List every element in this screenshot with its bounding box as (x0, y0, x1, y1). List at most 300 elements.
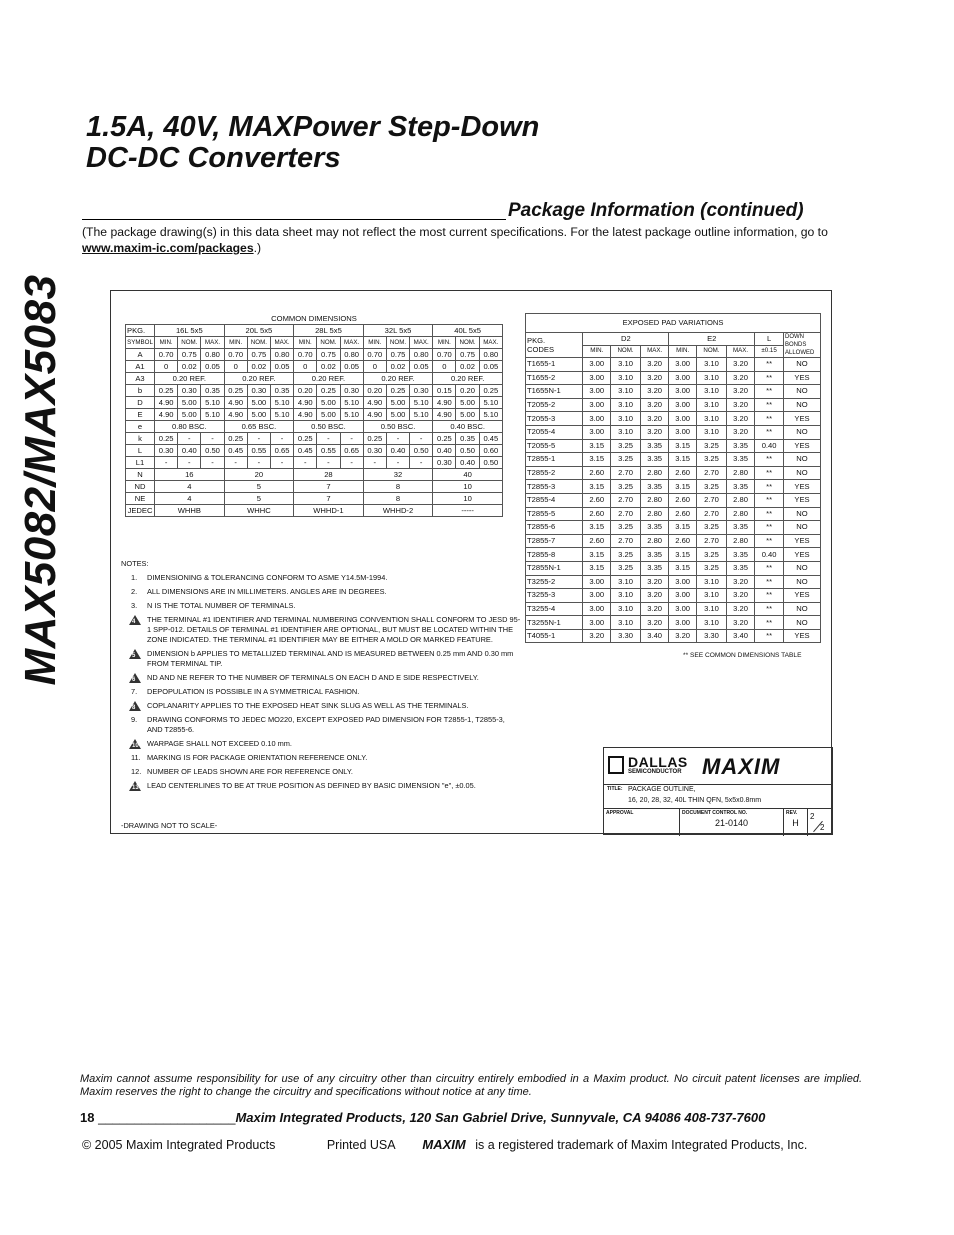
exposed-row (526, 616, 821, 630)
exposed-cell: 0.40 (755, 548, 784, 562)
exposed-cell: 3.35 (726, 548, 754, 562)
footer-line: ___________________ (98, 1110, 236, 1125)
exposed-cell: 3.00 (583, 398, 611, 412)
common-row (126, 361, 503, 373)
exposed-cell: 2.70 (611, 493, 641, 507)
maxim-trademark-logo: MAXIM (422, 1137, 466, 1152)
exposed-cell: ** (755, 521, 784, 535)
exposed-cell: ** (755, 534, 784, 548)
exposed-cell: 3.30 (611, 629, 641, 643)
note-number: 4 (132, 619, 136, 625)
common-cell: - (270, 457, 293, 469)
exposed-title: EXPOSED PAD VARIATIONS (526, 314, 821, 333)
exposed-cell: ** (755, 575, 784, 589)
common-cell: WHHD-1 (294, 505, 364, 517)
exposed-cell: 3.20 (726, 412, 754, 426)
common-cell: L1 (126, 457, 155, 469)
common-cell: 0.25 (224, 433, 247, 445)
exposed-cell: 3.10 (697, 358, 727, 372)
sub-header: MIN. (155, 337, 178, 349)
rev-value: H (792, 818, 799, 828)
common-cell: 16 (155, 469, 225, 481)
common-cell: 0.20 REF. (294, 373, 364, 385)
exposed-cell: 3.30 (697, 629, 727, 643)
common-cell: b (126, 385, 155, 397)
down-bonds-header: DOWN BONDS ALLOWED (784, 333, 821, 358)
exposed-cell: 2.80 (726, 534, 754, 548)
exposed-cell: 3.00 (669, 425, 697, 439)
common-cell: WHHD-2 (363, 505, 433, 517)
note-text: COPLANARITY APPLIES TO THE EXPOSED HEAT SINK SLUG AS WELL AS THE TERMINALS. (147, 701, 469, 710)
exposed-cell: 3.15 (583, 453, 611, 467)
common-cell: 0.60 (479, 445, 502, 457)
title-block (603, 747, 833, 835)
note-item (121, 753, 521, 763)
l-header: L (755, 333, 784, 346)
sheet-num: 2 (810, 812, 815, 821)
common-cell: 0.55 (247, 445, 270, 457)
common-cell: - (201, 433, 224, 445)
exposed-cell: 3.00 (669, 589, 697, 603)
common-cell: 4 (155, 481, 225, 493)
exposed-cell: 2.80 (726, 507, 754, 521)
common-cell: 4.90 (155, 409, 178, 421)
exposed-cell: 3.00 (583, 575, 611, 589)
common-cell: 5.00 (178, 397, 201, 409)
common-cell: 40 (433, 469, 503, 481)
rev-label: REV. (786, 810, 798, 816)
common-cell: 5.00 (386, 397, 409, 409)
exposed-row (526, 602, 821, 616)
sheet-den: 2 (820, 823, 825, 832)
pkg-label2: PKG. (527, 336, 546, 345)
exposed-cell: T2855-3 (526, 480, 583, 494)
common-cell: 0.65 (270, 445, 293, 457)
notes-heading: NOTES: (121, 559, 149, 568)
exposed-row (526, 358, 821, 372)
l-sub-header: ±0.15 (755, 345, 784, 358)
common-cell: 20 (224, 469, 294, 481)
exposed-cell: 3.20 (640, 616, 668, 630)
pkg-title1: PACKAGE OUTLINE, (628, 786, 696, 793)
exposed-cell: YES (784, 480, 821, 494)
common-cell: - (340, 457, 363, 469)
common-row (126, 481, 503, 493)
exposed-cell: YES (784, 412, 821, 426)
common-cell: 0 (433, 361, 456, 373)
note-number: 12. (131, 767, 142, 776)
note-item (121, 673, 521, 683)
exposed-cell: 2.80 (640, 493, 668, 507)
exposed-cell: NO (784, 385, 821, 399)
common-cell: - (340, 433, 363, 445)
exposed-cell: T2855-7 (526, 534, 583, 548)
trademark-text: is a registered trademark of Maxim Integrated Products, Inc. (475, 1138, 808, 1152)
note-number: 7. (131, 687, 138, 696)
exposed-cell: 3.20 (726, 425, 754, 439)
exposed-cell: 3.35 (640, 439, 668, 453)
note-triangle-icon (129, 739, 141, 749)
common-cell: 0.20 REF. (433, 373, 503, 385)
common-cell: 5.10 (201, 409, 224, 421)
exposed-cell: 3.10 (611, 602, 641, 616)
sub-header: NOM. (697, 345, 727, 358)
exposed-cell: 3.00 (669, 412, 697, 426)
common-cell: JEDEC (126, 505, 155, 517)
pkg-title2: 16, 20, 28, 32, 40L THIN QFN, 5x5x0.8mm (628, 797, 762, 804)
exposed-cell: 2.80 (640, 466, 668, 480)
exposed-cell: 3.25 (611, 480, 641, 494)
note-text: DIMENSION b APPLIES TO METALLIZED TERMINAL AND IS MEASURED BETWEEN 0.25 mm AND 0.30 mm FROM TERMINAL TIP. (147, 649, 514, 668)
exposed-cell: 3.25 (611, 561, 641, 575)
exposed-cell: 3.00 (669, 575, 697, 589)
note-triangle-icon (129, 649, 141, 659)
common-cell: 0.25 (479, 385, 502, 397)
title-label: TITLE: (607, 786, 623, 792)
exposed-cell: T2855N-1 (526, 561, 583, 575)
exposed-cell: 3.00 (669, 358, 697, 372)
common-cell: 0.70 (294, 349, 317, 361)
common-sub-row (126, 337, 503, 349)
common-cell: 4.90 (224, 409, 247, 421)
maxim-logo: MAXIM (702, 754, 781, 779)
note-text: THE TERMINAL #1 IDENTIFIER AND TERMINAL NUMBERING CONVENTION SHALL CONFORM TO JESD 95-1 SPP-012. DETAILS OF TERMINAL #1 IDENTIFIER ARE OPTIONAL, BUT MUST BE LOCATED WITHIN THE ZONE INDICATED. THE TERMINAL #1 IDENTIFIER MAY BE EITHER A MOLD OR MARKED FEATURE. (147, 615, 521, 644)
exposed-cell: T2855-2 (526, 466, 583, 480)
common-cell: 0.35 (270, 385, 293, 397)
exposed-cell: 3.00 (583, 616, 611, 630)
exposed-cell: T2855-8 (526, 548, 583, 562)
exposed-row (526, 439, 821, 453)
common-cell: 0.25 (155, 385, 178, 397)
sub-header: NOM. (386, 337, 409, 349)
exposed-cell: 3.10 (611, 412, 641, 426)
exposed-cell: 3.00 (669, 616, 697, 630)
common-cell: 0.20 (363, 385, 386, 397)
common-cell: 0.75 (178, 349, 201, 361)
exposed-cell: 3.10 (611, 575, 641, 589)
exposed-cell: 3.10 (697, 371, 727, 385)
note-text: ND AND NE REFER TO THE NUMBER OF TERMINALS ON EACH D AND E SIDE RESPECTIVELY. (147, 673, 479, 682)
sub-header: MAX. (479, 337, 502, 349)
exposed-cell: 3.10 (611, 358, 641, 372)
common-cell: 5.00 (247, 397, 270, 409)
sub-header: NOM. (247, 337, 270, 349)
exposed-cell: YES (784, 534, 821, 548)
common-cell: 0.45 (224, 445, 247, 457)
exposed-cell: NO (784, 358, 821, 372)
exposed-cell: 3.20 (583, 629, 611, 643)
common-cell: 5.10 (479, 397, 502, 409)
exposed-cell: 3.20 (640, 412, 668, 426)
notes-block (121, 559, 521, 795)
common-cell: 5.10 (410, 409, 433, 421)
note-item (121, 615, 521, 645)
common-cell: 0.40 (178, 445, 201, 457)
common-cell: 28 (294, 469, 364, 481)
common-cell: 0.20 REF. (224, 373, 294, 385)
note-triangle-icon (129, 701, 141, 711)
exposed-cell: 3.35 (640, 480, 668, 494)
sub-header: NOM. (611, 345, 641, 358)
common-cell: - (178, 433, 201, 445)
exposed-cell: T3255-2 (526, 575, 583, 589)
exposed-cell: NO (784, 507, 821, 521)
exposed-cell: YES (784, 493, 821, 507)
common-cell: ----- (433, 505, 503, 517)
common-cell: k (126, 433, 155, 445)
sub-header: NOM. (456, 337, 479, 349)
exposed-cell: 3.10 (697, 425, 727, 439)
note-triangle-icon (129, 615, 141, 625)
exposed-cell: T2055-4 (526, 425, 583, 439)
note-text: DIMENSIONING & TOLERANCING CONFORM TO ASME Y14.5M-1994. (147, 573, 388, 582)
exposed-cell: 3.20 (726, 575, 754, 589)
common-cell: L (126, 445, 155, 457)
sub-header: MIN. (583, 345, 611, 358)
note-item (121, 649, 521, 669)
exposed-cell: 3.15 (583, 548, 611, 562)
exposed-cell: 3.20 (640, 602, 668, 616)
title-block-logos (604, 748, 832, 785)
note-text: DEPOPULATION IS POSSIBLE IN A SYMMETRICAL FASHION. (147, 687, 360, 696)
exposed-cell: ** (755, 629, 784, 643)
common-cell: 4.90 (433, 397, 456, 409)
sub-header: MAX. (270, 337, 293, 349)
exposed-cell: 3.35 (640, 548, 668, 562)
exposed-cell: ** (755, 358, 784, 372)
common-cell: 0.02 (456, 361, 479, 373)
d2-header: D2 (583, 333, 669, 346)
common-cell: 0.40 BSC. (433, 421, 503, 433)
common-cell: 0.02 (386, 361, 409, 373)
pkg-header-1: 20L 5x5 (224, 325, 294, 337)
exposed-cell: 3.20 (640, 425, 668, 439)
note-number: 2. (131, 587, 138, 596)
exposed-cell: YES (784, 629, 821, 643)
exposed-cell: T2855-6 (526, 521, 583, 535)
note-number: 6 (132, 677, 136, 683)
exposed-cell: 2.80 (640, 534, 668, 548)
sub-header: MAX. (201, 337, 224, 349)
exposed-title-row (526, 314, 821, 333)
side-title (6, 200, 76, 760)
common-cell: 0.25 (294, 433, 317, 445)
sub-header: MAX. (640, 345, 668, 358)
semiconductor-text: SEMICONDUCTOR (628, 769, 682, 775)
common-cell: 0.30 (410, 385, 433, 397)
footer (80, 1110, 862, 1125)
note-text: NUMBER OF LEADS SHOWN ARE FOR REFERENCE ONLY. (147, 767, 353, 776)
exposed-row (526, 425, 821, 439)
exposed-cell: T1655-1 (526, 358, 583, 372)
pkg-header-0: 16L 5x5 (155, 325, 225, 337)
exposed-cell: T2055-2 (526, 398, 583, 412)
common-cell: 0.30 (340, 385, 363, 397)
common-cell: - (363, 457, 386, 469)
exposed-cell: NO (784, 425, 821, 439)
common-cell: - (317, 433, 340, 445)
common-cell: 0.50 BSC. (363, 421, 433, 433)
common-cell: 0.80 (201, 349, 224, 361)
package-drawing (110, 290, 832, 834)
exposed-cell: 3.35 (726, 480, 754, 494)
exposed-note: ** SEE COMMON DIMENSIONS TABLE (683, 652, 802, 659)
common-cell: 0.25 (317, 385, 340, 397)
exposed-cell: 3.25 (611, 548, 641, 562)
common-row (126, 433, 503, 445)
common-cell: 5.10 (479, 409, 502, 421)
common-cell: - (410, 457, 433, 469)
pkg-header-2: 28L 5x5 (294, 325, 364, 337)
exposed-cell: ** (755, 507, 784, 521)
doc-control-cell (680, 808, 784, 836)
exposed-cell: 2.70 (697, 534, 727, 548)
exposed-cell: T1655N-1 (526, 385, 583, 399)
sub-header: MIN. (294, 337, 317, 349)
common-cell: 0.40 (386, 445, 409, 457)
common-cell: 5.00 (247, 409, 270, 421)
exposed-cell: 3.25 (697, 548, 727, 562)
exposed-row (526, 493, 821, 507)
exposed-cell: 2.60 (583, 534, 611, 548)
sub-header: MAX. (340, 337, 363, 349)
common-cell: - (247, 457, 270, 469)
exposed-cell: ** (755, 398, 784, 412)
exposed-cell: 3.00 (669, 398, 697, 412)
exposed-cell: 3.40 (726, 629, 754, 643)
exposed-cell: ** (755, 453, 784, 467)
codes-label: CODES (527, 345, 555, 354)
exposed-row (526, 629, 821, 643)
exposed-cell: ** (755, 602, 784, 616)
common-cell: 0 (294, 361, 317, 373)
exposed-cell: 2.80 (726, 466, 754, 480)
common-cell: 0.25 (363, 433, 386, 445)
exposed-cell: 3.35 (726, 439, 754, 453)
common-cell: 0.25 (155, 433, 178, 445)
common-row (126, 397, 503, 409)
exposed-cell: ** (755, 371, 784, 385)
exposed-cell: 3.00 (669, 385, 697, 399)
common-row (126, 385, 503, 397)
exposed-cell: 3.15 (583, 439, 611, 453)
packages-link[interactable]: www.maxim-ic.com/packages (82, 241, 254, 255)
exposed-cell: 2.60 (669, 466, 697, 480)
common-cell: 0.05 (410, 361, 433, 373)
common-cell: 4.90 (363, 397, 386, 409)
intro-text: (The package drawing(s) in this data sheet may not reflect the most current specifications. For the latest package outline information, go to (82, 225, 828, 239)
exposed-cell: 3.10 (697, 398, 727, 412)
common-cell: 0.80 BSC. (155, 421, 225, 433)
exposed-cell: 3.20 (726, 371, 754, 385)
common-cell: 0.05 (270, 361, 293, 373)
common-cell: A (126, 349, 155, 361)
common-cell: 0.05 (340, 361, 363, 373)
note-number: 1. (131, 573, 138, 582)
intro-end: .) (253, 241, 262, 255)
printed-usa: Printed USA (326, 1138, 395, 1152)
exposed-cell: 3.25 (697, 561, 727, 575)
exposed-cell: 2.70 (611, 507, 641, 521)
exposed-cell: 3.20 (640, 589, 668, 603)
exposed-row (526, 480, 821, 494)
common-row (126, 505, 503, 517)
common-title: COMMON DIMENSIONS (271, 313, 357, 323)
note-text: N IS THE TOTAL NUMBER OF TERMINALS. (147, 601, 296, 610)
copyright-line (82, 1137, 862, 1152)
exposed-cell: 3.15 (669, 561, 697, 575)
common-cell: 0.02 (317, 361, 340, 373)
exposed-cell: YES (784, 371, 821, 385)
exposed-cell: 2.70 (611, 534, 641, 548)
common-cell: 0.15 (433, 385, 456, 397)
exposed-cell: 3.00 (583, 602, 611, 616)
exposed-cell: 3.10 (697, 385, 727, 399)
note-text: WARPAGE SHALL NOT EXCEED 0.10 mm. (147, 739, 292, 748)
exposed-cell: T2855-4 (526, 493, 583, 507)
common-cell: - (247, 433, 270, 445)
common-cell: 5.00 (456, 409, 479, 421)
note-item (121, 767, 521, 777)
exposed-cell: ** (755, 412, 784, 426)
exposed-cell: T1655-2 (526, 371, 583, 385)
sub-header: MAX. (726, 345, 754, 358)
exposed-cell: 2.80 (726, 493, 754, 507)
common-cell: 0.50 (479, 457, 502, 469)
exposed-row (526, 398, 821, 412)
common-cell: 5.10 (340, 409, 363, 421)
section-title: Package Information (continued) (508, 200, 804, 221)
common-cell: 0.40 (456, 457, 479, 469)
exposed-cell: 3.15 (583, 521, 611, 535)
exposed-cell: 3.25 (697, 439, 727, 453)
exposed-row (526, 548, 821, 562)
exposed-cell: 3.35 (640, 561, 668, 575)
common-cell: 0.75 (317, 349, 340, 361)
sub-header: MIN. (224, 337, 247, 349)
common-cell: - (201, 457, 224, 469)
sub-header: MAX. (410, 337, 433, 349)
exposed-cell: 3.20 (640, 575, 668, 589)
exposed-row (526, 589, 821, 603)
common-cell: 0.20 REF. (155, 373, 225, 385)
common-row (126, 445, 503, 457)
common-cell: 0 (224, 361, 247, 373)
doc-number: 21-0140 (714, 818, 749, 828)
exposed-cell: 3.25 (611, 453, 641, 467)
intro-paragraph (82, 224, 872, 256)
exposed-cell: NO (784, 453, 821, 467)
common-cell: 0.30 (155, 445, 178, 457)
exposed-cell: 3.25 (697, 453, 727, 467)
common-cell: 4.90 (294, 397, 317, 409)
common-cell: - (178, 457, 201, 469)
common-cell: - (317, 457, 340, 469)
common-cell: 0.75 (456, 349, 479, 361)
common-cell: 0.02 (178, 361, 201, 373)
exposed-cell: 2.70 (611, 466, 641, 480)
exposed-cell: 3.35 (640, 453, 668, 467)
exposed-cell: ** (755, 561, 784, 575)
common-cell: 5.10 (270, 409, 293, 421)
exposed-cell: 3.15 (669, 480, 697, 494)
footer-address: Maxim Integrated Products, 120 San Gabriel Drive, Sunnyvale, CA 94086 408-737-7600 (235, 1110, 766, 1125)
common-cell: 5.10 (270, 397, 293, 409)
exposed-cell: 3.20 (726, 616, 754, 630)
exposed-row (526, 534, 821, 548)
note-number: 3. (131, 601, 138, 610)
common-cell: 0.55 (317, 445, 340, 457)
